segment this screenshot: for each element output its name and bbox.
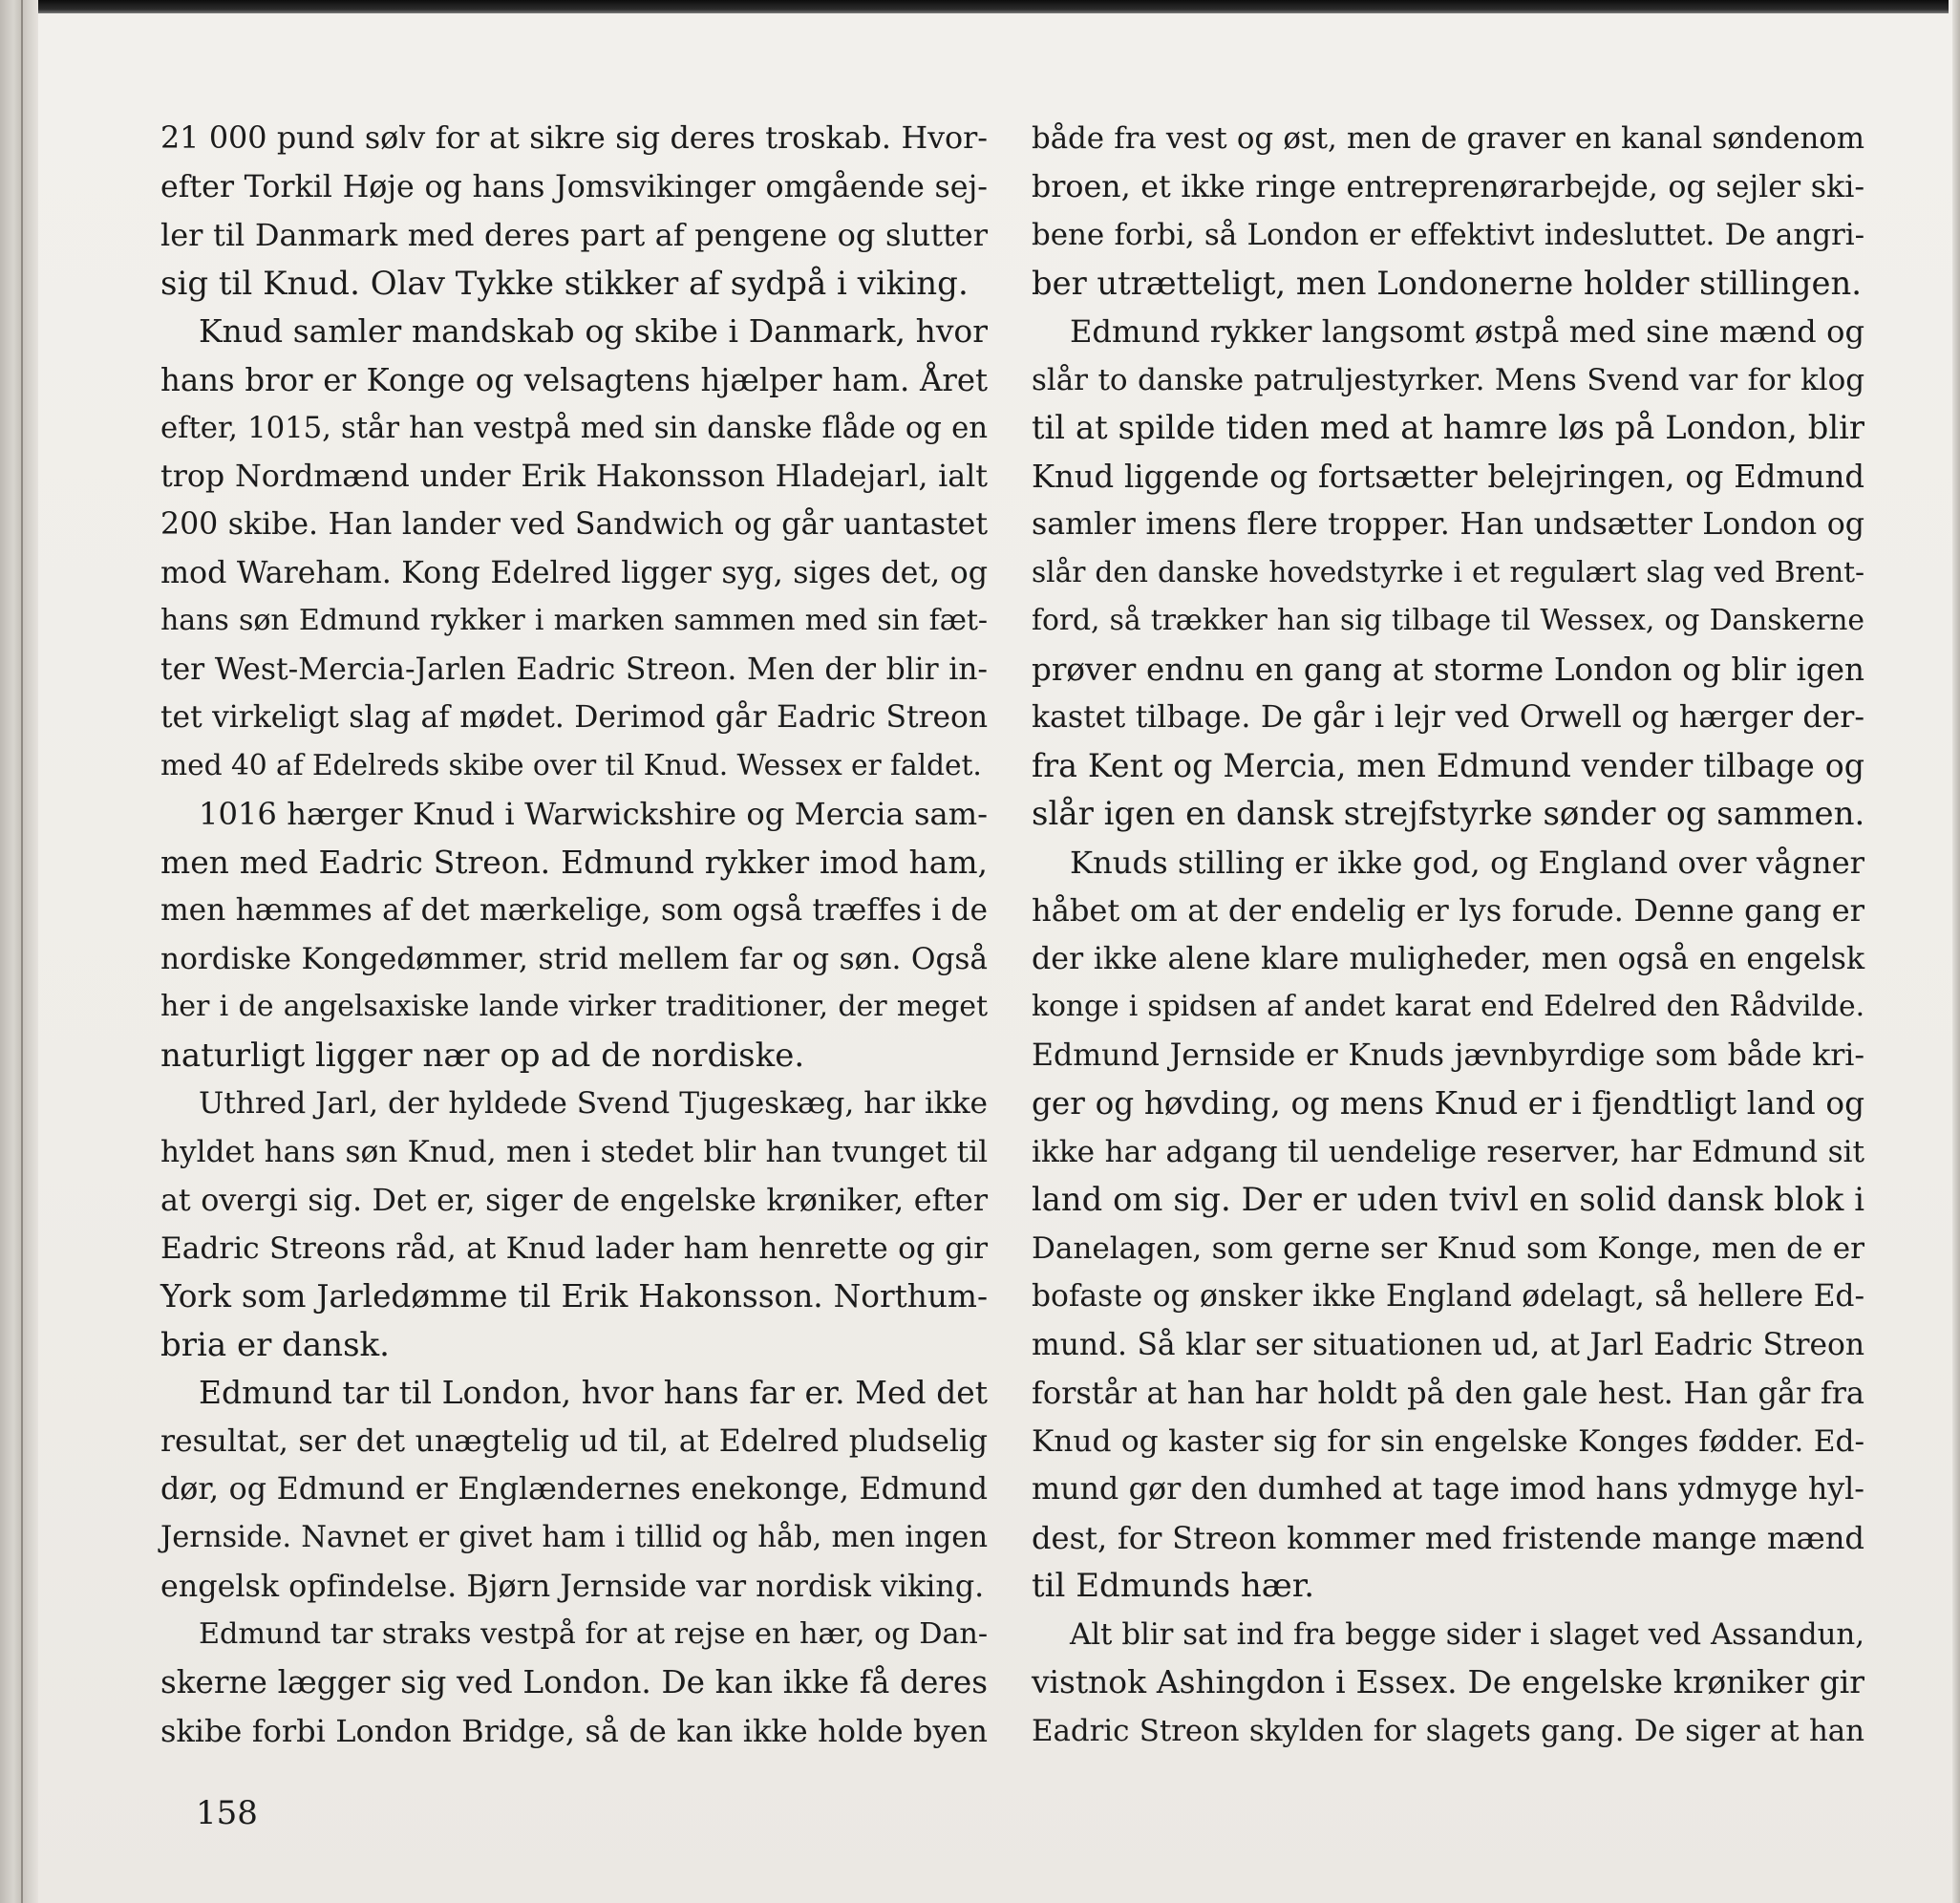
text-line: men med Eadric Streon. Edmund rykker imod ham, — [160, 843, 988, 881]
text-line: hyldet hans søn Knud, men i stedet blir han tvunget til — [160, 1134, 988, 1169]
text-line: men hæmmes af det mærkelige, som også træffes i de — [160, 893, 988, 928]
text-line: engelsk opfindelse. Bjørn Jernside var nordisk viking. — [160, 1568, 985, 1604]
text-line: bofaste og ønsker ikke England ødelagt, så hellere Ed- — [1032, 1279, 1864, 1314]
book-spine-edge — [0, 0, 38, 1903]
text-line: resultat, ser det unægtelig ud til, at Edelred pludselig — [160, 1423, 988, 1459]
text-line: efter Torkil Høje og hans Jomsvikinger omgående sej- — [160, 169, 988, 204]
text-line: skerne lægger sig ved London. De kan ikke få deres — [160, 1664, 988, 1700]
text-line: konge i spidsen af andet karat end Edelred den Rådvilde. — [1032, 990, 1864, 1023]
text-line: der ikke alene klare muligheder, men også en engelsk — [1032, 941, 1864, 976]
page-right-edge — [1952, 0, 1960, 1903]
text-line: med 40 af Edelreds skibe over til Knud. Wessex er faldet. — [160, 748, 982, 782]
text-line: fra Kent og Mercia, men Edmund vender tilbage og — [1032, 746, 1864, 784]
text-line: Danelagen, som gerne ser Knud som Konge, men de er — [1032, 1230, 1864, 1266]
text-line: ter West-Mercia-Jarlen Eadric Streon. Men der blir in- — [160, 652, 988, 687]
text-line: mund gør den dumhed at tage imod hans ydmyge hyl- — [1032, 1472, 1864, 1507]
text-line: naturligt ligger nær op ad de nordiske. — [160, 1036, 805, 1075]
text-line: 1016 hærger Knud i Warwickshire og Mercia sam- — [199, 796, 988, 832]
text-line: bene forbi, så London er effektivt indesluttet. De angri- — [1032, 218, 1864, 252]
spine-line — [21, 0, 23, 1903]
text-line: slår den danske hovedstyrke i et regulært slag ved Brent- — [1032, 555, 1864, 589]
text-line: Eadric Streons råd, at Knud lader ham henrette og gir — [160, 1230, 988, 1266]
text-line: til at spilde tiden med at hamre løs på London, blir — [1032, 409, 1864, 446]
text-line: ger og høvding, og mens Knud er i fjendtligt land og — [1032, 1085, 1864, 1122]
text-line: mund. Så klar ser situationen ud, at Jarl Eadric Streon — [1032, 1327, 1864, 1362]
text-line: trop Nordmænd under Erik Hakonsson Hladejarl, ialt — [160, 459, 988, 494]
text-line: Knud og kaster sig for sin engelske Konges fødder. Ed- — [1032, 1423, 1864, 1459]
text-line: mod Wareham. Kong Edelred ligger syg, siges det, og — [160, 555, 988, 590]
text-line: ler til Danmark med deres part af pengene og slutter — [160, 217, 988, 253]
text-line: til Edmunds hær. — [1032, 1567, 1315, 1605]
text-line: Edmund tar til London, hvor hans far er. Med det — [199, 1374, 988, 1411]
text-line: Eadric Streon skylden for slagets gang. De siger at han — [1032, 1713, 1864, 1748]
text-line: ford, så trækker han sig tilbage til Wessex, og Danskerne — [1032, 604, 1864, 637]
text-line: samler imens flere tropper. Han undsætter London og — [1032, 507, 1864, 542]
text-line: både fra vest og øst, men de graver en kanal søndenom — [1032, 121, 1864, 156]
text-line: Knuds stilling er ikke god, og England over vågner — [1070, 844, 1864, 881]
text-line: Edmund tar straks vestpå for at rejse en hær, og Dan- — [199, 1616, 988, 1651]
text-line: ber utrætteligt, men Londonerne holder stillingen. — [1032, 264, 1862, 302]
text-line: sig til Knud. Olav Tykke stikker af sydpå i viking. — [160, 264, 969, 303]
text-line: tet virkeligt slag af mødet. Derimod går Eadric Streon — [160, 700, 988, 735]
text-line: bria er dansk. — [160, 1325, 390, 1364]
text-line: hans bror er Konge og velsagtens hjælper ham. Året — [160, 361, 988, 398]
text-line: prøver endnu en gang at storme London og blir igen — [1032, 651, 1864, 688]
text-line: 21 000 pund sølv for at sikre sig deres troskab. Hvor- — [160, 120, 988, 156]
text-line: Jernside. Navnet er givet ham i tillid og håb, men ingen — [160, 1520, 988, 1554]
text-line: land om sig. Der er uden tvivl en solid dansk blok i — [1032, 1181, 1864, 1218]
text-line: kastet tilbage. De går i lejr ved Orwell og hærger der- — [1032, 700, 1864, 735]
text-line: vistnok Ashingdon i Essex. De engelske krøniker gir — [1032, 1663, 1864, 1700]
text-line: nordiske Kongedømmer, strid mellem far og søn. Også — [160, 941, 988, 976]
text-line: York som Jarledømme til Erik Hakonsson. Northum- — [160, 1278, 988, 1315]
text-line: her i de angelsaxiske lande virker traditioner, der meget — [160, 990, 988, 1023]
text-line: Edmund rykker langsomt østpå med sine mænd og — [1070, 313, 1864, 350]
page-number: 158 — [196, 1794, 258, 1832]
text-line: broen, et ikke ringe entreprenørarbejde, og sejler ski- — [1032, 169, 1864, 204]
text-line: ikke har adgang til uendelige reserver, har Edmund sit — [1032, 1134, 1864, 1169]
text-line: Knud liggende og fortsætter belejringen, og Edmund — [1032, 458, 1864, 495]
text-line: 200 skibe. Han lander ved Sandwich og går uantastet — [160, 507, 988, 542]
text-line: slår to danske patruljestyrker. Mens Svend var for klog — [1032, 362, 1864, 397]
text-line: hans søn Edmund rykker i marken sammen med sin fæt- — [160, 604, 988, 637]
left-text-column — [160, 115, 988, 1755]
text-line: Edmund Jernside er Knuds jævnbyrdige som både kri- — [1032, 1037, 1864, 1073]
text-line: Alt blir sat ind fra begge sider i slaget ved Assandun, — [1070, 1616, 1864, 1652]
text-line: Uthred Jarl, der hyldede Svend Tjugeskæg, har ikke — [199, 1086, 988, 1121]
text-line: håbet om at der endelig er lys forude. Denne gang er — [1032, 892, 1864, 929]
text-line: skibe forbi London Bridge, så de kan ikke holde byen — [160, 1712, 988, 1749]
top-shadow-band — [38, 0, 1949, 13]
text-line: dest, for Streon kommer med fristende mange mænd — [1032, 1519, 1864, 1556]
text-line: Knud samler mandskab og skibe i Danmark, hvor — [199, 312, 988, 350]
text-line: efter, 1015, står han vestpå med sin danske flåde og en — [160, 411, 988, 445]
text-line: dør, og Edmund er Englændernes enekonge, Edmund — [160, 1472, 988, 1507]
text-line: at overgi sig. Det er, siger de engelske krøniker, efter — [160, 1182, 988, 1218]
text-line: forstår at han har holdt på den gale hest. Han går fra — [1032, 1375, 1864, 1411]
right-text-column — [1032, 115, 1864, 1755]
text-line: slår igen en dansk strejfstyrke sønder og sammen. — [1032, 795, 1865, 833]
